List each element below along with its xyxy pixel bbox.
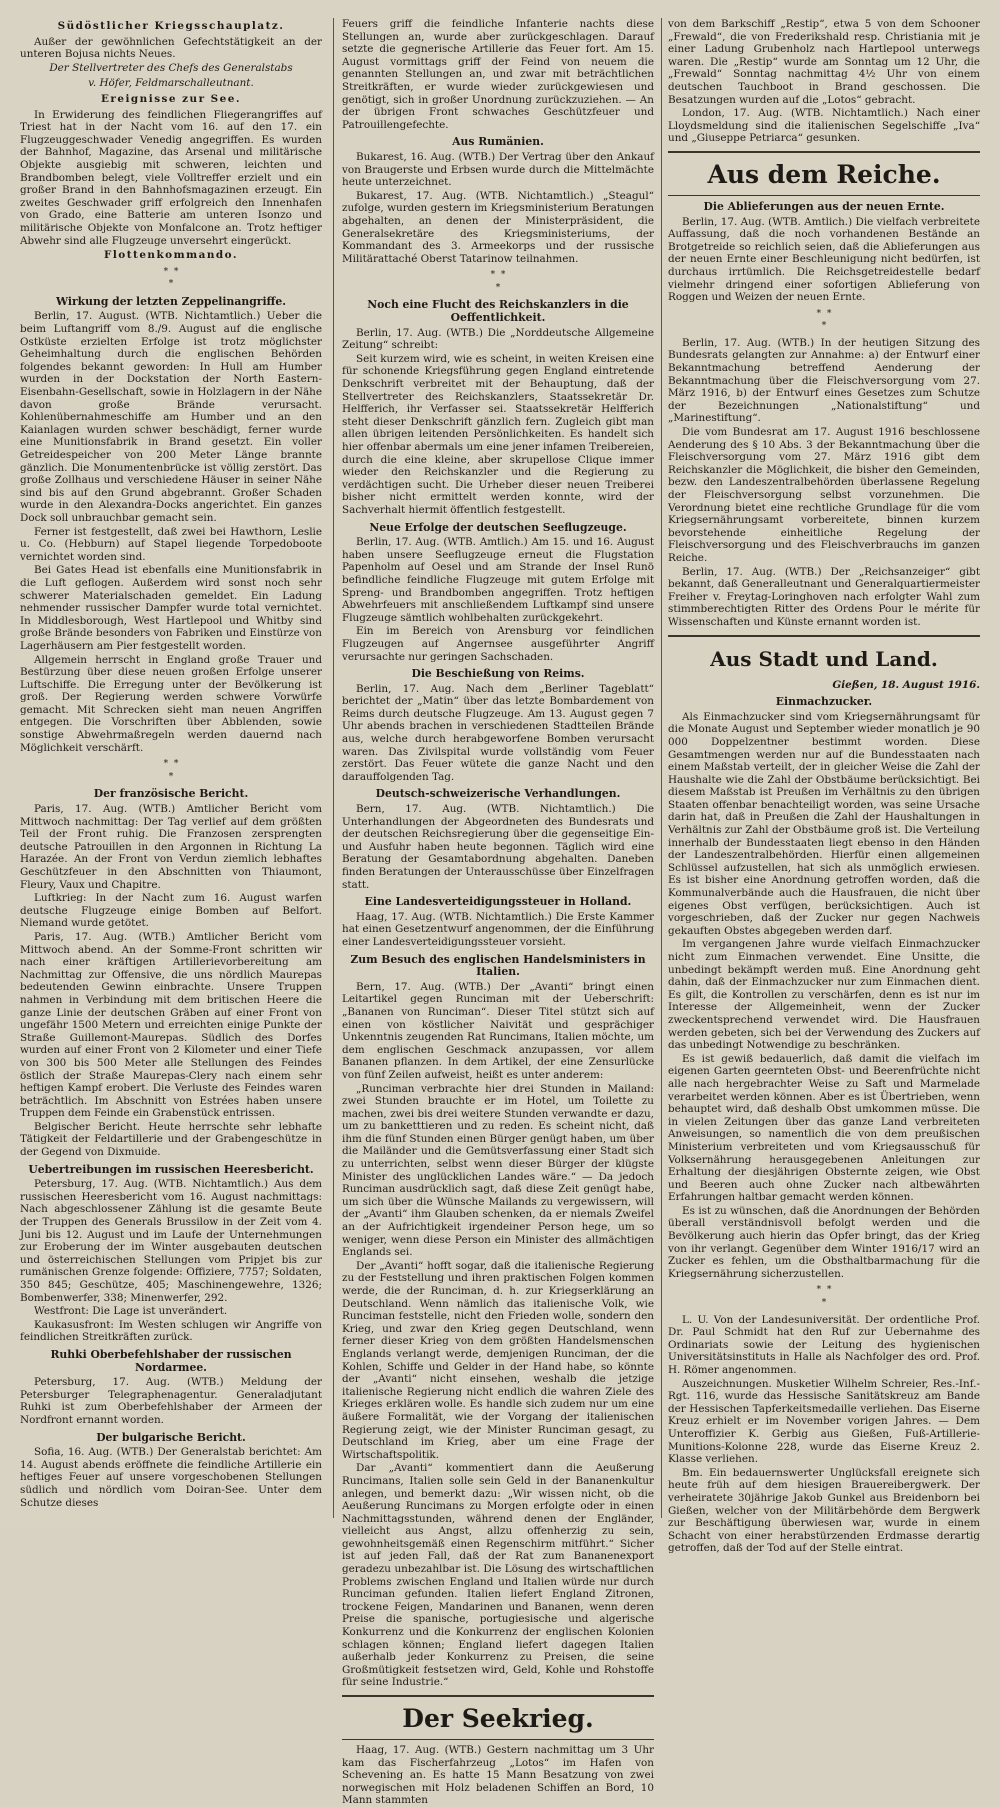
paragraph: Berlin, 17. Aug. (WTB.) Die „Norddeutsche Allgemeine Zeitung“ schreibt: xyxy=(342,326,654,352)
paragraph: Ferner ist festgestellt, daß zwei bei Hawthorn, Leslie u. Co. (Hebburn) auf Stapel liegende Torpedoboote vernichtet worden sind. xyxy=(20,525,322,563)
paragraph: Allgemein herrscht in England große Trauer und Bestürzung über diese neuen großen Erfolge unserer Luftschiffe. Die Erregung unter der Bevölkerung ist groß. Der Regierung werden schwere Vorwürfe gemacht. Mit Schrecken sieht man neuen Angriffen entgegen. Die Vorschriften über Abblenden, sowie sonstige Abwehrmaßregeln werden dauernd nach Möglichkeit verschärft. xyxy=(20,653,322,754)
paragraph: Außer der gewöhnlichen Gefechtstätigkeit an der unteren Bojusa nichts Neues. xyxy=(20,35,322,61)
section-title: Ruhki Oberbefehlshaber der russischen Nordarmee. xyxy=(50,1347,292,1374)
paragraph: Bern, 17. Aug. (WTB.) Der „Avanti“ bringt einen Leitartikel gegen Runciman mit der Ueberschrift: „Bananen von Runciman“. Dieser Titel stützt sich auf einen von köstlicher Naivität und gesprächiger Unkenntnis zeugenden Rat Runcimans, Italien möchte, um dem englischen Geschmack anzupassen, vor allem Bananen pflanzen. In dem Artikel, der eine Zensurlücke von fünf Zeilen aufweist, heißt es unter anderem: xyxy=(342,980,654,1081)
paragraph: Bei Gates Head ist ebenfalls eine Munitionsfabrik in die Luft geflogen. Außerdem wird sonst noch sehr schwerer Materialschaden gemeldet. Ein Ladung nehmender russischer Dampfer wurde total vernichtet. In Middlesborough, West Hartlepool und Whitby sind große Brände besonders von Fabriken und Einstürze von Lagerhäusern am Pier festgestellt worden. xyxy=(20,564,322,652)
paragraph: London, 17. Aug. (WTB. Nichtamtlich.) Nach einer Lloydsmeldung sind die italienischen Segelschiffe „Iva“ und „Giuseppe Petriarca“ gesunken. xyxy=(668,107,980,145)
paragraph: Die vom Bundesrat am 17. August 1916 beschlossene Aenderung des § 10 Abs. 3 der Bekanntmachung über die Fleischversorgung vom 27. März 1916 gibt dem Reichskanzler die Möglichkeit, die bisher den Gemeinden, bezw. den Landeszentralbehörden überlassene Regelung der Fleischversorgung selbst vorzunehmen. Die Verordnung bietet eine rechtliche Grundlage für die vom Kriegsernährungsamt vorbereitete, binnen kurzem bevorstehende einheitliche Regelung der Fleischversorgung und des Fleischverbrauchs im ganzen Reiche. xyxy=(668,426,980,564)
paragraph: Es ist zu wünschen, daß die Anordnungen der Behörden überall verständnisvoll befolgt werden und die Bevölkerung auch hierin das Opfer bringt, das der Krieg von ihr verlangt. Gegenüber dem Winter 1916/17 wird an Zucker es fehlen, um die Obsthaltbarmachung für die Kriegsernährung sicherzustellen. xyxy=(668,1204,980,1280)
signature-line: v. Höfer, Feldmarschalleutnant. xyxy=(88,77,254,90)
paragraph: In Erwiderung des feindlichen Fliegerangriffes auf Triest hat in der Nacht vom 16. auf den 17. ein Flugzeuggeschwader Venedig angegriffen. Es wurden der Bahnhof, Magazine, das Arsenal und militärische Objekte ausgiebig mit schweren, leichten und Brandbomben belegt, viele Volltreffer erzielt und ein großer Brand in den Bahnhofsmagazinen erzeugt. Ein zweites Geschwader griff erfolgreich den Innenhafen von Grado, eine Batterie am unteren Isonzo und militärische Objekte von Monfalcone an. Trotz heftiger Abwehr sind alle Flugzeuge unversehrt eingerückt. xyxy=(20,108,322,247)
paragraph: Seit kurzem wird, wie es scheint, in weiten Kreisen eine für schonende Kriegsführung gegen England eintretende Denkschrift verbreitet mit der Behauptung, daß der Stellvertreter des Reichskanzlers, Staatssekretär Dr. Helfferich, ihr Verfasser sei. Staatssekretär Helfferich steht dieser Denkschrift gänzlich fern. Zugleich gibt man allen übrigen leitenden Persönlichkeiten. Es handelt sich hier offenbar abermals um eine jener infamen Treibereien, durch die eine kleine, aber skrupellose Clique immer wieder den Reichskanzler und die Regierung zu verdächtigen sucht. Die Urheber dieser neuen Treiberei bisher nicht ermittelt werden konnte, wird der Sachverhalt hiermit öffentlich festgestellt. xyxy=(342,352,654,516)
paragraph: Im vergangenen Jahre wurde vielfach Einmachzucker nicht zum Einmachen verwendet. Eine Unsitte, die unbedingt bekämpft werden muß. Eine Anordnung geht dahin, daß der Einmachzucker nur zum Einmachen dient. Es gilt, die Kontrollen zu verschärfen, denn es ist nur im Interesse der Allgemeinheit, wenn der Zucker zweckentsprechend verwendet wird. Die Hausfrauen werden gebeten, sich bei der Verwendung des Zuckers auf das unbedingt Notwendige zu beschränken. xyxy=(668,938,980,1052)
section-title: Südöstlicher Kriegsschauplatz. xyxy=(57,20,285,32)
divider xyxy=(342,1739,654,1740)
signature-line: Der Stellvertreter des Chefs des Generalstabs xyxy=(49,61,293,74)
section-title: Der französische Bericht. xyxy=(93,787,249,801)
paragraph: Westfront: Die Lage ist unverändert. xyxy=(34,1305,228,1318)
separator-stars: * * * xyxy=(163,759,179,782)
column-right xyxy=(668,18,980,1555)
paragraph: Berlin, 17. Aug. (WTB.) Der „Reichsanzeiger“ gibt bekannt, daß Generalleutnant und Generalquartiermeister Freiher v. Freytag-Loringhoven nach erfolgter Wahl zum stimmberechtigten Ritter des Ordens Pour le mérite für Wissenschaften und Künste ernannt worden ist. xyxy=(668,565,980,628)
section-title: Neue Erfolge der deutschen Seeflugzeuge. xyxy=(369,520,627,534)
column-rule xyxy=(661,18,662,1518)
column-rule xyxy=(333,18,334,1518)
paragraph: Dar „Avanti“ kommentiert dann die Aeußerung Runcimans, Italien solle sein Geld in der Bananenkultur anlegen, und bemerkt dazu: „Wir wissen nicht, ob die Aeußerung Runcimans zu Morgen erfolgte oder in einen Nachmittagsstunden, während denen der Engländer, vielleicht aus Angst, allzu offenherzig zu sein, gewohnheitsgemäß einen Regenschirm mitführt.“ Sicher ist auf jeden Fall, daß der Rat zum Bananenexport geradezu unbezahlbar ist. Die Lösung des wirtschaftlichen Problems zwischen England und Italien würde nur durch Runciman gefunden. Italien liefert England Zitronen, trockene Feigen, Mandarinen und Bananen, wenn deren Preise die spanische, portugiesische und algerische Konkurrenz und die Konkurrenz der englischen Kolonien schlagen können; England liefert dagegen Italien außerhalb jeder Konkurrenz zu Preisen, die seine Großmütigkeit festsetzen wird, Geld, Kohle und Rohstoffe für seine Industrie.“ xyxy=(342,1462,654,1689)
paragraph: Ein im Bereich von Arensburg vor feindlichen Flugzeugen auf Angernsee ausgeführter Angriff verursachte nur geringen Sachschaden. xyxy=(342,625,654,663)
separator-stars: * * * xyxy=(163,266,179,290)
paragraph: „Runciman verbrachte hier drei Stunden in Mailand: zwei Stunden brauchte er im Hotel, um Toilette zu machen, zwei bis drei weitere Stunden verwandte er dazu, um zu banketttieren und zu reden. Es scheint nicht, daß ihm die fünf Stunden einen Bürger genügt haben, um über die Mailänder und die Gemütsverfassung einer Stadt sich zu unterrichten, selbst wenn dieser Bürger der klügste Minister des unglücklichen Landes wäre.“ — Da jedoch Runciman ausdrücklich sagt, daß diese Zeit genügt habe, um sich über die Wünsche Mailands zu vergewissern, will der „Avanti“ ihm Glauben schenken, da er niemals Zweifel an der Aufrichtigkeit irgendeiner Person hege, um so weniger, wenn diese Person ein Minister des allmächtigen Englands sei. xyxy=(342,1082,654,1259)
section-title: Uebertreibungen im russischen Heeresbericht. xyxy=(28,1162,314,1176)
dateline: Gießen, 18. August 1916. xyxy=(832,678,980,691)
separator-stars: * * * xyxy=(816,1285,832,1309)
section-title: Noch eine Flucht des Reichskanzlers in die Oeffentlichkeit. xyxy=(367,298,629,325)
paragraph: Berlin, 17. Aug. (WTB. Amtlich.) Am 15. und 16. August haben unsere Seeflugzeuge erneut die Flugstation Papenholm auf Oesel und am Strande der Insel Runö befindliche feindliche Flugzeuge mit gutem Erfolge mit Spreng- und Brandbomben angegriffen. Trotz heftigen Abwehrfeuers mit anschließendem Luftkampf sind unsere Flugzeuge sämtlich wohlbehalten zurückgekehrt. xyxy=(342,536,654,624)
paragraph: Belgischer Bericht. Heute herrschte sehr lebhafte Tätigkeit der Feldartillerie und der Grabengeschütze in der Gegend von Dixmuide. xyxy=(20,1120,322,1159)
paragraph: Bern, 17. Aug. (WTB. Nichtamtlich.) Die Unterhandlungen der Abgeordneten des Bundesrats und der deutschen Reichsregierung über die gegenseitige Ein- und Ausfuhr haben heute begonnen. Täglich wird eine Beratung der Gesamtabordnung abgehalten. Daneben finden Beratungen der Unterausschüsse über Einzelfragen statt. xyxy=(342,803,654,891)
section-title: Eine Landesverteidigungssteuer in Holland. xyxy=(364,895,632,909)
paragraph: Haag, 17. Aug. (WTB. Nichtamtlich.) Die Erste Kammer hat einen Gesetzentwurf angenommen, der die Einführung einer Landesverteidigungssteuer vorsieht. xyxy=(342,910,654,948)
section-heading-seekrieg: Der Seekrieg. xyxy=(402,1704,594,1733)
paragraph: Paris, 17. Aug. (WTB.) Amtlicher Bericht vom Mittwoch abend. An der Somme-Front schritten wir nach einer kräftigen Artillerievorbereitung am Nachmittag zur Offensive, die uns nördlich Maurepas bedeutenden Gewinn einbrachte. Unsere Truppen nahmen in Verbindung mit dem britischen Heere die ganze Linie der deutschen Gräben auf einer Front von ungefähr 1500 Metern und erreichten einige Punkte der Straße Guillemont-Maurepas. Südlich des Dorfes wurden auf einer Front von 2 Kilometer und einer Tiefe von 300 bis 500 Meter alle Stellungen des Feindes östlich der Straße Maurepas-Clery nach einem sehr heftigen Kampf erobert. Die Verluste des Feindes waren beträchtlich. Im Abschnitt von Estrées haben unsere Truppen dem Feinde ein Grabenstück entrissen. xyxy=(20,930,322,1120)
divider xyxy=(342,1695,654,1697)
paragraph: Berlin, 17. Aug. (WTB.) In der heutigen Sitzung des Bundesrats gelangten zur Annahme: a) der Entwurf einer Bekanntmachung betreffend Aenderung der Bekanntmachung über die Fleischversorgung vom 27. März 1916, b) der Entwurf eines Gesetzes zum Schutze der Bezeichnungen „Nationalstiftung“ und „Marinestiftung“. xyxy=(668,336,980,425)
paragraph: Paris, 17. Aug. (WTB.) Amtlicher Bericht vom Mittwoch nachmittag: Der Tag verlief auf dem größten Teil der Front ruhig. Die Franzosen zersprengten deutsche Patrouillen in den Argonnen in Richtung La Harazée. An der Front von Verdun ziemlich lebhaftes Geschützfeuer in den Abschnitten von Thiaumont, Fleury, Vaux und Chapitre. xyxy=(20,803,322,891)
separator-stars: * * * xyxy=(490,270,506,293)
section-title: Ereignisse zur See. xyxy=(100,92,242,105)
section-title: Der bulgarische Bericht. xyxy=(96,1430,246,1444)
paragraph: Feuers griff die feindliche Infanterie nachts diese Stellungen an, wurde aber zurückgeschlagen. Darauf setzte die gegnerische Artillerie das Feuer fort. Am 15. August vormittags griff der Feind von neuem die genannten Stellungen an, und zwar mit beträchtlichen Streitkräften, er wurde wieder zurückgewiesen und genötigt, sich in großer Unordnung zurückzuziehen. — An der übrigen Front schwaches Geschützfeuer und Patrouillengefechte. xyxy=(342,18,654,131)
section-title: Die Ablieferungen aus der neuen Ernte. xyxy=(703,199,945,213)
paragraph: Berlin, 17. Aug. (WTB. Amtlich.) Die vielfach verbreitete Auffassung, daß die noch vorhandenen Bestände an Brotgetreide so reichlich seien, daß die Ablieferungen aus der neuen Ernte einer Beschleunigung nicht bedürfen, ist durchaus irrtümlich. Die Reichsgetreidestelle bedarf vielmehr dringend einer sofortigen Ablieferung von Roggen und Weizen der neuen Ernte. xyxy=(668,215,980,304)
paragraph: Luftkrieg: In der Nacht zum 16. August warfen deutsche Flugzeuge einige Bomben auf Belfort. Niemand wurde getötet. xyxy=(20,892,322,930)
paragraph: Kaukasusfront: Im Westen schlugen wir Angriffe von feindlichen Streitkräften zurück. xyxy=(20,1318,322,1344)
paragraph: Petersburg, 17. Aug. (WTB. Nichtamtlich.) Aus dem russischen Heeresbericht vom 16. August nachmittags: Nach abgeschlossener Zählung ist die gesamte Beute der Truppen des Generals Brussilow in der Zeit vom 4. Juni bis 12. August und im Laufe der Unternehmungen zur Eroberung der im Winter ausgebauten deutschen und österreichischen Stellungen vom Pripjet bis zur rumänischen Grenze folgende: Offiziere, 7757; Soldaten, 350 845; Geschütze, 405; Maschinengewehre, 1326; Bombenwerfer, 338; Minenwerfer, 292. xyxy=(20,1178,322,1304)
section-title: Einmachzucker. xyxy=(775,695,873,709)
divider xyxy=(668,151,980,153)
section-title: Aus Rumänien. xyxy=(452,135,544,149)
paragraph: Es ist gewiß bedauerlich, daß damit die vielfach im eigenen Garten geernteten Obst- und Beerenfrüchte nicht alle nach hergebrachter Weise zu Saft und Marmelade verarbeitet werden können. Aber es ist Übertrieben, wenn behauptet wird, daß deshalb Obst umkommen müsse. Die in vielen Zeitungen über das ganze Land verbreiteten Anweisungen, so namentlich die von dem preußischen Ministerium verbreiteten und vom Kriegsausschuß für Volksernährung herausgegebenen Anleitungen zur Erhaltung der diesjährigen Obsternte zeigen, wie Obst und Beeren auch ohne Zucker nach altbewährten Erfahrungen haltbar gemacht werden können. xyxy=(668,1052,980,1204)
paragraph: von dem Barkschiff „Restip“, etwa 5 von dem Schooner „Frewald“, die von Frederikshald resp. Christiania mit je einer Ladung Grubenholz nach Hartlepool unterwegs waren. Die „Restip“ wurde am Sonntag um 12 Uhr, die „Frewald“ Sonntag nachmittag 4½ Uhr von einem deutschen Tauchboot in Brand geschossen. Die Besatzungen wurden auf die „Lotos“ gebracht. xyxy=(668,18,980,106)
signature-line: Flottenkommando. xyxy=(103,249,239,262)
paragraph: Sofia, 16. Aug. (WTB.) Der Generalstab berichtet: Am 14. August abends eröffnete die feindliche Artillerie ein heftiges Feuer auf unsere vorgeschobenen Stellungen südlich und nördlich vom Doiran-See. Unter dem Schutze dieses xyxy=(20,1446,322,1509)
section-title: Deutsch-schweizerische Verhandlungen. xyxy=(375,787,621,801)
paragraph: Der „Avanti“ hofft sogar, daß die italienische Regierung zu der Feststellung und ihren praktischen Folgen kommen werde, die der Runciman, d. h. zur Kriegserklärung an Deutschland. Wenn nämlich das italienische Volk, wie Runciman feststelle, nicht den Frieden wolle, sondern den Krieg, und zwar den Krieg gegen Deutschland, wenn ferner dieser Krieg von dem größten Handelsmenschen Englands verlangt werde, demjenigen Runciman, der die Kohlen, Schiffe und Gelder in der Hand habe, so könnte der „Avanti“ nicht einsehen, weshalb die jetzige italienische Regierung nicht endlich die wahren Ziele des Krieges erklären wolle. Es handle sich zudem nur um eine äußere Formalität, wie der Vorgang der italienischen Regierung zeigt, wie der Minister Runciman gesagt, zu Deutschland im Krieg, aber um eine Frage der Wirtschaftspolitik. xyxy=(342,1259,654,1461)
paragraph: Bm. Ein bedauernswerter Unglücksfall ereignete sich heute früh auf dem hiesigen Brauereibergwerk. Der verheiratete 30jährige Jakob Gunkel aus Breidenborn bei Gießen, welcher von der Militärbehörde dem Bergwerk zur Beschäftigung überwiesen war, wurde in einem Schacht von einer herabstürzenden Erdmasse derartig getroffen, daß der Tod auf der Stelle eintrat. xyxy=(668,1466,980,1555)
section-title: Die Beschießung von Reims. xyxy=(411,667,585,681)
section-title: Wirkung der letzten Zeppelinangriffe. xyxy=(55,294,287,308)
paragraph: Petersburg, 17. Aug. (WTB.) Meldung der Petersburger Telegraphenagentur. Generaladjutant Ruhki ist zum Oberbefehlshaber der Armeen der Nordfront ernannt worden. xyxy=(20,1376,322,1426)
paragraph: Berlin, 17. August. (WTB. Nichtamtlich.) Ueber die beim Luftangriff vom 8./9. August auf die englische Ostküste erzielten Erfolge ist trotz möglichster Geheimhaltung durch die englischen Behörden folgendes bekannt geworden: In Hull am Humber wurden in der Dockstation der North Eastern-Eisenbahn-Gesellschaft, sowie in Holzlagern in der Nähe davon große Brände verursacht. Kohlenübernahmeschiffe am Humber und an den Kaianlagen wurden schwer beschädigt, ferner wurde eine Munitionsfabrik in Brand gesetzt. Ein voller Getreidespeicher von 200 Meter Länge brannte gänzlich. Die Monumentenbrücke ist völlig zerstört. Das große Zollhaus und verschiedene Häuser in seiner Nähe sind bis auf den Grund abgebrannt. Großer Schaden wurde in den Alexandra-Docks angerichtet. Ein ganzes Dock soll unbrauchbar gemacht sein. xyxy=(20,310,322,524)
section-heading-stadt: Aus Stadt und Land. xyxy=(710,646,938,671)
paragraph: Bukarest, 17. Aug. (WTB. Nichtamtlich.) „Steagul“ zufolge, wurden gestern im Kriegsministerium Beratungen abgehalten, an denen der Ministerpräsident, die Generalsekretäre des Kriegsministeriums, der Kommandant des 3. Armeekorps und der russische Militärattaché Oberst Tatarinow teilnahmen. xyxy=(342,189,654,265)
separator-stars: * * * xyxy=(816,308,832,332)
paragraph: Auszeichnungen. Musketier Wilhelm Schreier, Res.-Inf.-Rgt. 116, wurde das Hessische Sanitätskreuz am Bande der Hessischen Tapferkeitsmedaille verliehen. Das Eiserne Kreuz erhielt er im November vorigen Jahres. — Dem Unteroffizier K. Gerbig aus Gießen, Fuß-Artillerie-Munitions-Kolonne 228, wurde das Eiserne Kreuz 2. Klasse verliehen. xyxy=(668,1377,980,1466)
divider xyxy=(668,635,980,637)
paragraph: Haag, 17. Aug. (WTB.) Gestern nachmittag um 3 Uhr kam das Fischerfahrzeug „Lotos“ im Hafen von Schevening an. Es hatte 15 Mann Besatzung von zwei norwegischen mit Holz beladenen Schiffen an Bord, 10 Mann stammten xyxy=(342,1744,654,1807)
paragraph: Berlin, 17. Aug. Nach dem „Berliner Tageblatt“ berichtet der „Matin“ über das letzte Bombardement von Reims durch deutsche Flugzeuge. Am 13. August gegen 7 Uhr abends brachen in verschiedenen Stadtteilen Brände aus, welche durch herabgeworfene Bomben verursacht waren. Das Zivilspital wurde vollständig vom Feuer zerstört. Das Feuer wütete die ganze Nacht und den darauffolgenden Tag. xyxy=(342,682,654,783)
section-title: Zum Besuch des englischen Handelsministers in Italien. xyxy=(350,952,646,979)
divider xyxy=(668,195,980,196)
paragraph: L. U. Von der Landesuniversität. Der ordentliche Prof. Dr. Paul Schmidt hat den Ruf zur Uebernahme des Ordinariats sowie der Leitung des hygienischen Universitätsinstituts in Halle als Nachfolger des ord. Prof. H. Römer angenommen. xyxy=(668,1313,980,1376)
column-middle xyxy=(342,18,654,1807)
column-left xyxy=(20,18,322,1518)
section-heading-reich: Aus dem Reiche. xyxy=(707,159,941,189)
paragraph: Als Einmachzucker sind vom Kriegsernährungsamt für die Monate August und September wieder monatlich je 90 000 Doppelzentner bestimmt worden. Diese Gesamtmengen werden nur auf die Bundesstaaten nach einem Maßstab verteilt, der in gleicher Weise die Zahl der Haushalte wie die Zahl der Obstbäume berücksichtigt. Bei diesem Maßstab ist Preußen im Verhältnis zu den übrigen Staaten offenbar benachteiligt worden, was seine Ursache darin hat, daß in Preußen die Zahl der Haushaltungen in Verhältnis zur Zahl der Obstbäume groß ist. Die Verteilung innerhalb der Bundesstaaten liegt ebenso in den Händen der Landeszentralbehörden. Hierfür einen allgemeinen Schlüssel aufzustellen, hat sich als unmöglich erwiesen. Es ist bisher eine Anordnung getroffen worden, daß die Kommunalverbände auch die Hausfrauen, die nicht über eigenes Obst verfügen, berücksichtigen. Auch ist vorgeschrieben, daß der Zucker nur gegen Nachweis gekauften Obstes abgegeben werden darf. xyxy=(668,710,980,937)
paragraph: Bukarest, 16. Aug. (WTB.) Der Vertrag über den Ankauf von Braugerste und Erbsen wurde durch die Mittelmächte heute unterzeichnet. xyxy=(342,150,654,189)
